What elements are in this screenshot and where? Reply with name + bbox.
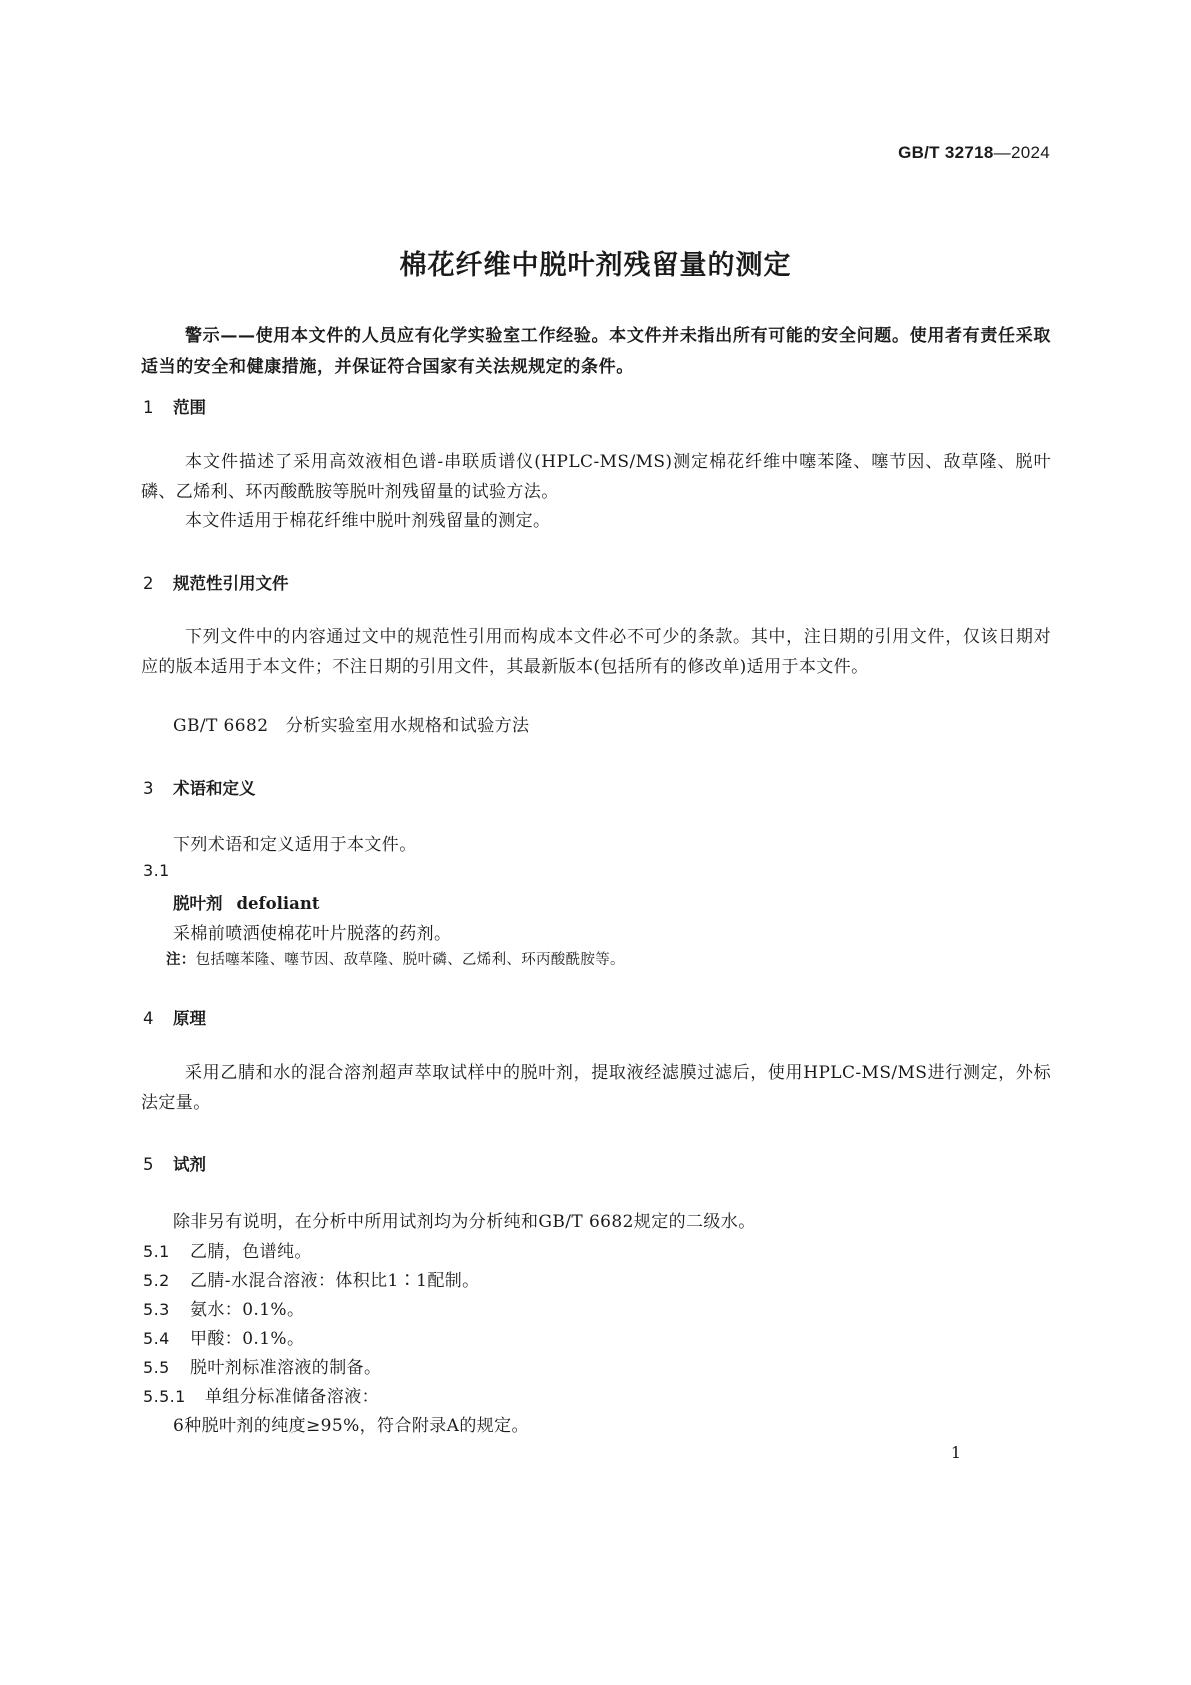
document-title: 棉花纤维中脱叶剂残留量的测定	[399, 250, 792, 281]
page-number: 1	[950, 1443, 961, 1462]
section-5-paragraph-1: 除非另有说明，在分析中所用试剂均为分析纯和GB/T 6682规定的二级水。	[173, 1212, 756, 1232]
section-1-heading: 1 范围	[143, 398, 206, 417]
section-3-paragraph-1: 下列术语和定义适用于本文件。	[173, 835, 417, 855]
section-2-paragraph-1: 下列文件中的内容通过文中的规范性引用而构成本文件必不可少的条款。其中，注日期的引用文件，仅该日期对应的版本适用于本文件；不注日期的引用文件，其最新版本(包括所有的修改单)适用于本文件。	[141, 627, 1051, 677]
section-1-paragraph-2: 本文件适用于棉花纤维中脱叶剂残留量的测定。	[185, 511, 551, 531]
section-1-paragraph-1: 本文件描述了采用高效液相色谱-串联质谱仪(HPLC-MS/MS)测定棉花纤维中噻苯隆、噻节因、敌草隆、脱叶磷、乙烯利、环丙酸酰胺等脱叶剂残留量的试验方法。	[141, 452, 1051, 502]
section-4-heading: 4 原理	[143, 1009, 206, 1028]
clause-5-3: 5.3 氨水：0.1%。	[143, 1300, 305, 1320]
normative-reference: GB/T 6682 分析实验室用水规格和试验方法	[173, 716, 530, 736]
clause-5-5-1-text: 6种脱叶剂的纯度≥95%，符合附录A的规定。	[173, 1416, 529, 1436]
section-4-paragraph-1: 采用乙腈和水的混合溶剂超声萃取试样中的脱叶剂，提取液经滤膜过滤后，使用HPLC-MS/MS进行测定，外标法定量。	[141, 1063, 1051, 1113]
term-entry: 脱叶剂 defoliant	[173, 894, 320, 913]
section-2-heading: 2 规范性引用文件	[143, 574, 289, 593]
clause-5-4: 5.4 甲酸：0.1%。	[143, 1329, 305, 1349]
term-definition: 采棉前喷洒使棉花叶片脱落的药剂。	[173, 924, 452, 944]
section-3-heading: 3 术语和定义	[143, 779, 256, 798]
warning-paragraph: 警示——使用本文件的人员应有化学实验室工作经验。本文件并未指出所有可能的安全问题。使用者有责任采取适当的安全和健康措施，并保证符合国家有关法规规定的条件。	[141, 326, 1051, 377]
term-number: 3.1	[143, 861, 170, 880]
section-5-heading: 5 试剂	[143, 1155, 206, 1174]
standard-number: GB/T 32718—2024	[898, 143, 1050, 162]
term-note: 注：包括噻苯隆、噻节因、敌草隆、脱叶磷、乙烯利、环丙酸酰胺等。	[166, 952, 625, 968]
clause-5-1: 5.1 乙腈，色谱纯。	[143, 1242, 312, 1262]
clause-5-5-1: 5.5.1 单组分标准储备溶液：	[143, 1387, 379, 1407]
clause-5-2: 5.2 乙腈-水混合溶液：体积比1∶1配制。	[143, 1271, 480, 1291]
clause-5-5: 5.5 脱叶剂标准溶液的制备。	[143, 1358, 382, 1378]
